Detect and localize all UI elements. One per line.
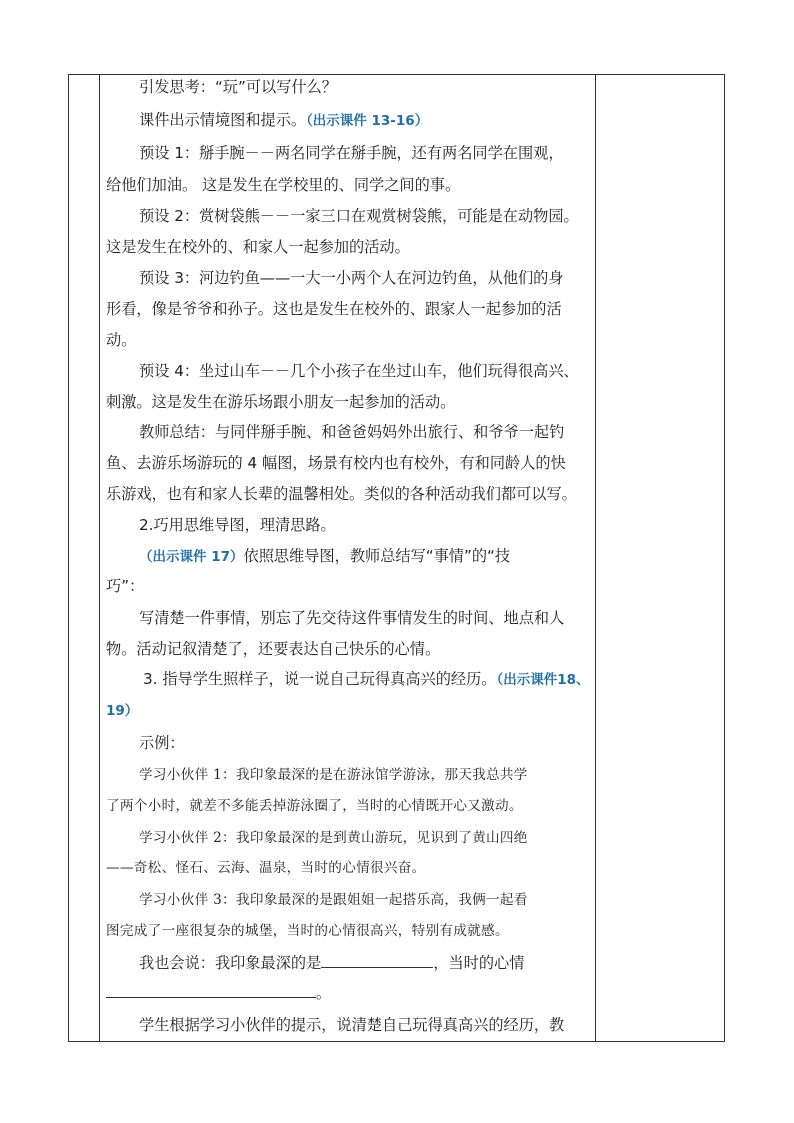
paragraph-line: 引发思考：“玩”可以写什么？: [139, 78, 337, 96]
courseware-ref: 19）: [106, 703, 139, 719]
paragraph-line: 预设 2：赏树袋熊－－一家三口在观赏树袋熊，可能是在动物园。: [139, 207, 579, 225]
example-line: 学习小伙伴 2：我印象最深的是到黄山游玩，见识到了黄山四绝: [139, 830, 528, 846]
courseware-ref: （出示课件18、: [496, 672, 590, 688]
paragraph-line: 鱼、去游乐场游玩的 4 幅图，场景有校内也有校外，有和同龄人的快: [106, 454, 566, 472]
paragraph-line: 形看，像是爷爷和孙子。这也是发生在校外的、跟家人一起参加的活: [106, 300, 562, 318]
section-heading: 3. 指导学生照样子，说一说自己玩得真高兴的经历。（出示课件18、: [143, 670, 590, 688]
example-line: 图完成了一座很复杂的城堡，当时的心情很高兴，特别有成就感。: [106, 923, 509, 939]
column-divider-right: [595, 75, 596, 1041]
column-divider-left: [99, 75, 100, 1041]
lesson-table: [68, 74, 725, 1042]
paragraph-line: 这是发生在校外的、和家人一起参加的活动。: [106, 238, 410, 256]
paragraph-line: 动。: [106, 331, 137, 349]
example-line: 了两个小时，就差不多能丢掉游泳圈了，当时的心情既开心又激动。: [106, 798, 523, 814]
courseware-ref: （出示课件 13-16）: [306, 113, 429, 129]
paragraph-line: 课件出示情境图和提示。（出示课件 13-16）: [139, 111, 429, 129]
paragraph-line: 物。活动记叙清楚了，还要表达自己快乐的心情。: [106, 640, 441, 658]
paragraph-line: 预设 1：掰手腕－－两名同学在掰手腕，还有两名同学在围观，: [139, 144, 564, 162]
paragraph-line: 预设 4：坐过山车－－几个小孩子在坐过山车，他们玩得很高兴、: [139, 362, 579, 380]
paragraph-line: 教师总结：与同伴掰手腕、和爸爸妈妈外出旅行、和爷爷一起钓: [139, 423, 565, 441]
example-line: 学习小伙伴 3：我印象最深的是跟姐姐一起搭乐高，我俩一起看: [139, 892, 528, 908]
paragraph-line: 预设 3：河边钓鱼——一大一小两个人在河边钓鱼，从他们的身: [139, 269, 564, 287]
paragraph-line: 写清楚一件事情，别忘了先交待这件事情发生的时间、地点和人: [139, 609, 565, 627]
paragraph-line: 示例：: [139, 734, 185, 752]
answer-blank: [321, 953, 433, 968]
section-heading: 2.巧用思维导图，理清思路。: [139, 516, 336, 534]
answer-blank: [106, 983, 316, 998]
paragraph-line: 巧”：: [106, 577, 145, 595]
fill-in-line: 我也会说：我印象最深的是 ，当时的心情: [139, 954, 525, 972]
example-line: 学习小伙伴 1：我印象最深的是在游泳馆学游泳，那天我总共学: [139, 767, 528, 783]
paragraph-line: 刺激。这是发生在游乐场跟小朋友一起参加的活动。: [106, 393, 456, 411]
paragraph-line: 给他们加油。 这是发生在学校里的、同学之间的事。: [106, 176, 461, 194]
paragraph-line: 学生根据学习小伙伴的提示，说清楚自己玩得真高兴的经历，教: [139, 1016, 565, 1034]
example-line: ——奇松、怪石、云海、温泉，当时的心情很兴奋。: [106, 860, 426, 876]
courseware-ref: （出示课件 17）: [139, 549, 244, 565]
paragraph-line: 乐游戏，也有和家人长辈的温馨相处。类似的各种活动我们都可以写。: [106, 485, 577, 503]
paragraph-line: （出示课件 17）依照思维导图，教师总结写“事情”的“技: [139, 547, 511, 565]
fill-in-line: 。: [106, 983, 331, 1003]
